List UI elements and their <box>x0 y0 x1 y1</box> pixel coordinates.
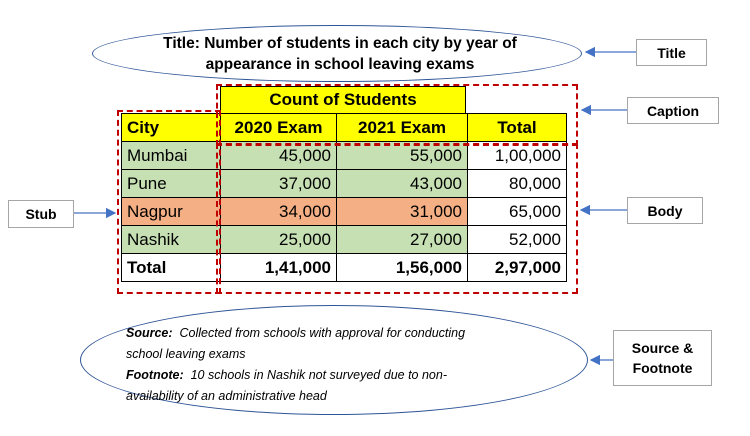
city-cell: Mumbai <box>122 142 221 170</box>
city-cell: Pune <box>122 170 221 198</box>
header-total: Total <box>468 114 567 142</box>
label-title: Title <box>636 39 707 66</box>
value-cell: 25,000 <box>221 226 337 254</box>
total-cell: 1,00,000 <box>468 142 567 170</box>
total-cell: 52,000 <box>468 226 567 254</box>
total-2021: 1,56,000 <box>337 254 468 282</box>
source-label: Source: <box>126 326 173 340</box>
value-cell: 43,000 <box>337 170 468 198</box>
footnote-line-1 <box>126 365 546 386</box>
header-2020: 2020 Exam <box>221 114 337 142</box>
title-line-1: Title: Number of students in each city by year of <box>163 35 517 52</box>
value-cell: 45,000 <box>221 142 337 170</box>
total-cell: 65,000 <box>468 198 567 226</box>
source-line-2: school leaving exams <box>126 347 246 361</box>
footnote-text-1: 10 schools in Nashik not surveyed due to non- <box>190 368 447 382</box>
header-2021: 2021 Exam <box>337 114 468 142</box>
label-stub: Stub <box>8 200 74 228</box>
header-city: City <box>122 114 221 142</box>
label-source-line-2: Footnote <box>632 360 693 376</box>
group-header-count-of-students: Count of Students <box>220 86 466 114</box>
label-body: Body <box>627 197 703 224</box>
value-cell: 31,000 <box>337 198 468 226</box>
value-cell: 27,000 <box>337 226 468 254</box>
label-source-line-1: Source & <box>631 340 694 356</box>
label-caption: Caption <box>627 97 719 124</box>
title-line-2: appearance in school leaving exams <box>205 56 475 73</box>
city-cell: Nashik <box>122 226 221 254</box>
total-label: Total <box>122 254 221 282</box>
city-cell: Nagpur <box>122 198 221 226</box>
source-text-1: Collected from schools with approval for conducting <box>179 326 466 340</box>
value-cell: 55,000 <box>337 142 468 170</box>
footnote-line-2: availability of an administrative head <box>126 389 327 403</box>
grand-total: 2,97,000 <box>468 254 567 282</box>
source-footnote-block <box>126 323 546 407</box>
value-cell: 34,000 <box>221 198 337 226</box>
value-cell: 37,000 <box>221 170 337 198</box>
source-line-1 <box>126 323 546 344</box>
footnote-label: Footnote: <box>126 368 184 382</box>
total-cell: 80,000 <box>468 170 567 198</box>
total-2020: 1,41,000 <box>221 254 337 282</box>
